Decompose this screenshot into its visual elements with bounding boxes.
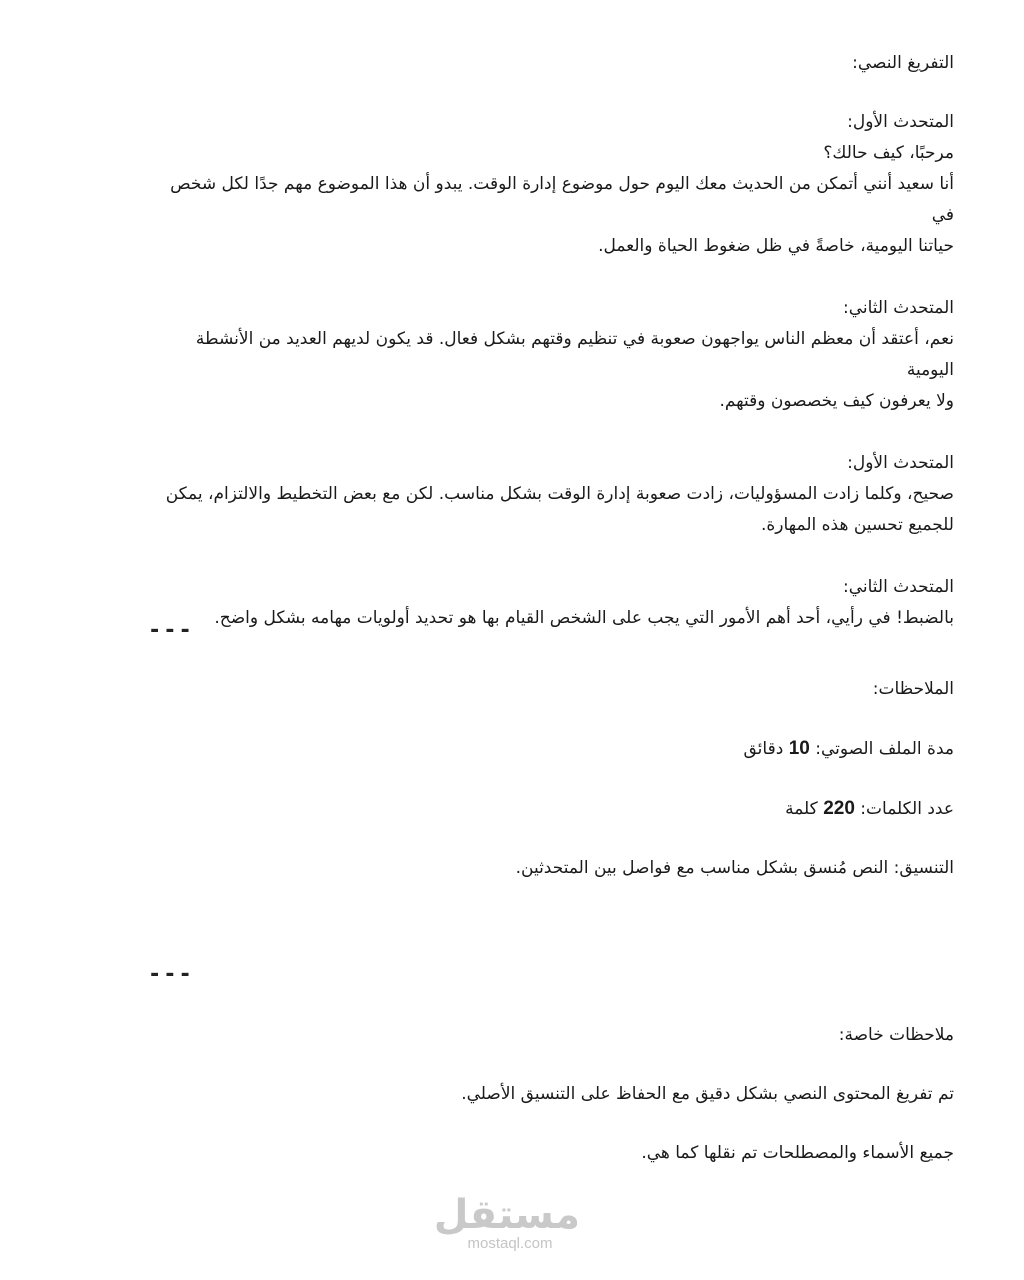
transcript-section bbox=[144, 48, 954, 634]
speech-line: ولا يعرفون كيف يخصصون وقتهم. bbox=[719, 391, 954, 411]
section-separator: --- bbox=[148, 618, 194, 643]
duration-value: 10 bbox=[788, 738, 810, 759]
speaker-label: المتحدث الثاني: bbox=[842, 577, 954, 597]
word-count-unit: كلمة bbox=[785, 799, 818, 819]
speaker-label: المتحدث الأول: bbox=[847, 112, 954, 132]
speaker-block-4 bbox=[144, 572, 954, 634]
speech-line: حياتنا اليومية، خاصةً في ظل ضغوط الحياة والعمل. bbox=[598, 236, 954, 256]
speaker-block-1 bbox=[144, 107, 954, 262]
notes-section bbox=[144, 674, 954, 884]
transcript-heading: التفريغ النصي: bbox=[852, 53, 954, 73]
special-notes-section bbox=[144, 1020, 954, 1169]
word-count-note bbox=[144, 793, 954, 825]
special-note-line: جميع الأسماء والمصطلحات تم نقلها كما هي. bbox=[641, 1143, 954, 1163]
speech-line: أنا سعيد أنني أتمكن من الحديث معك اليوم حول موضوع إدارة الوقت. يبدو أن هذا الموضوع مهم جدًا لكل شخص في bbox=[170, 174, 954, 225]
mostaql-watermark-logo bbox=[433, 1192, 580, 1257]
duration-label: مدة الملف الصوتي: bbox=[815, 739, 954, 759]
speech-line: للجميع تحسين هذه المهارة. bbox=[760, 515, 954, 535]
notes-heading: الملاحظات: bbox=[872, 679, 954, 699]
word-count-value: 220 bbox=[823, 798, 855, 819]
duration-unit: دقائق bbox=[743, 739, 784, 759]
word-count-label: عدد الكلمات: bbox=[860, 799, 954, 819]
duration-note bbox=[144, 733, 954, 765]
speaker-block-3 bbox=[144, 448, 954, 541]
speech-line: صحيح، وكلما زادت المسؤوليات، زادت صعوبة إدارة الوقت بشكل مناسب. لكن مع بعض التخطيط والالتزام، يمكن bbox=[165, 484, 954, 504]
watermark-latin-text: mostaql.com bbox=[467, 1235, 553, 1252]
speaker-label: المتحدث الثاني: bbox=[842, 298, 954, 318]
watermark-arabic-text: مستقل bbox=[433, 1192, 580, 1238]
section-separator: --- bbox=[148, 962, 194, 987]
special-notes-heading: ملاحظات خاصة: bbox=[838, 1025, 954, 1045]
speech-line: بالضبط! في رأيي، أحد أهم الأمور التي يجب على الشخص القيام بها هو تحديد أولويات مهامه بشكل واضح. bbox=[214, 608, 954, 628]
formatting-note: التنسيق: النص مُنسق بشكل مناسب مع فواصل بين المتحدثين. bbox=[515, 858, 954, 878]
speech-line: مرحبًا، كيف حالك؟ bbox=[823, 143, 954, 163]
speaker-block-2 bbox=[144, 293, 954, 417]
special-note-line: تم تفريغ المحتوى النصي بشكل دقيق مع الحفاظ على التنسيق الأصلي. bbox=[461, 1084, 954, 1104]
speaker-label: المتحدث الأول: bbox=[847, 453, 954, 473]
speech-line: نعم، أعتقد أن معظم الناس يواجهون صعوبة في تنظيم وقتهم بشكل فعال. قد يكون لديهم العديد من الأنشطة اليومية bbox=[195, 329, 954, 380]
